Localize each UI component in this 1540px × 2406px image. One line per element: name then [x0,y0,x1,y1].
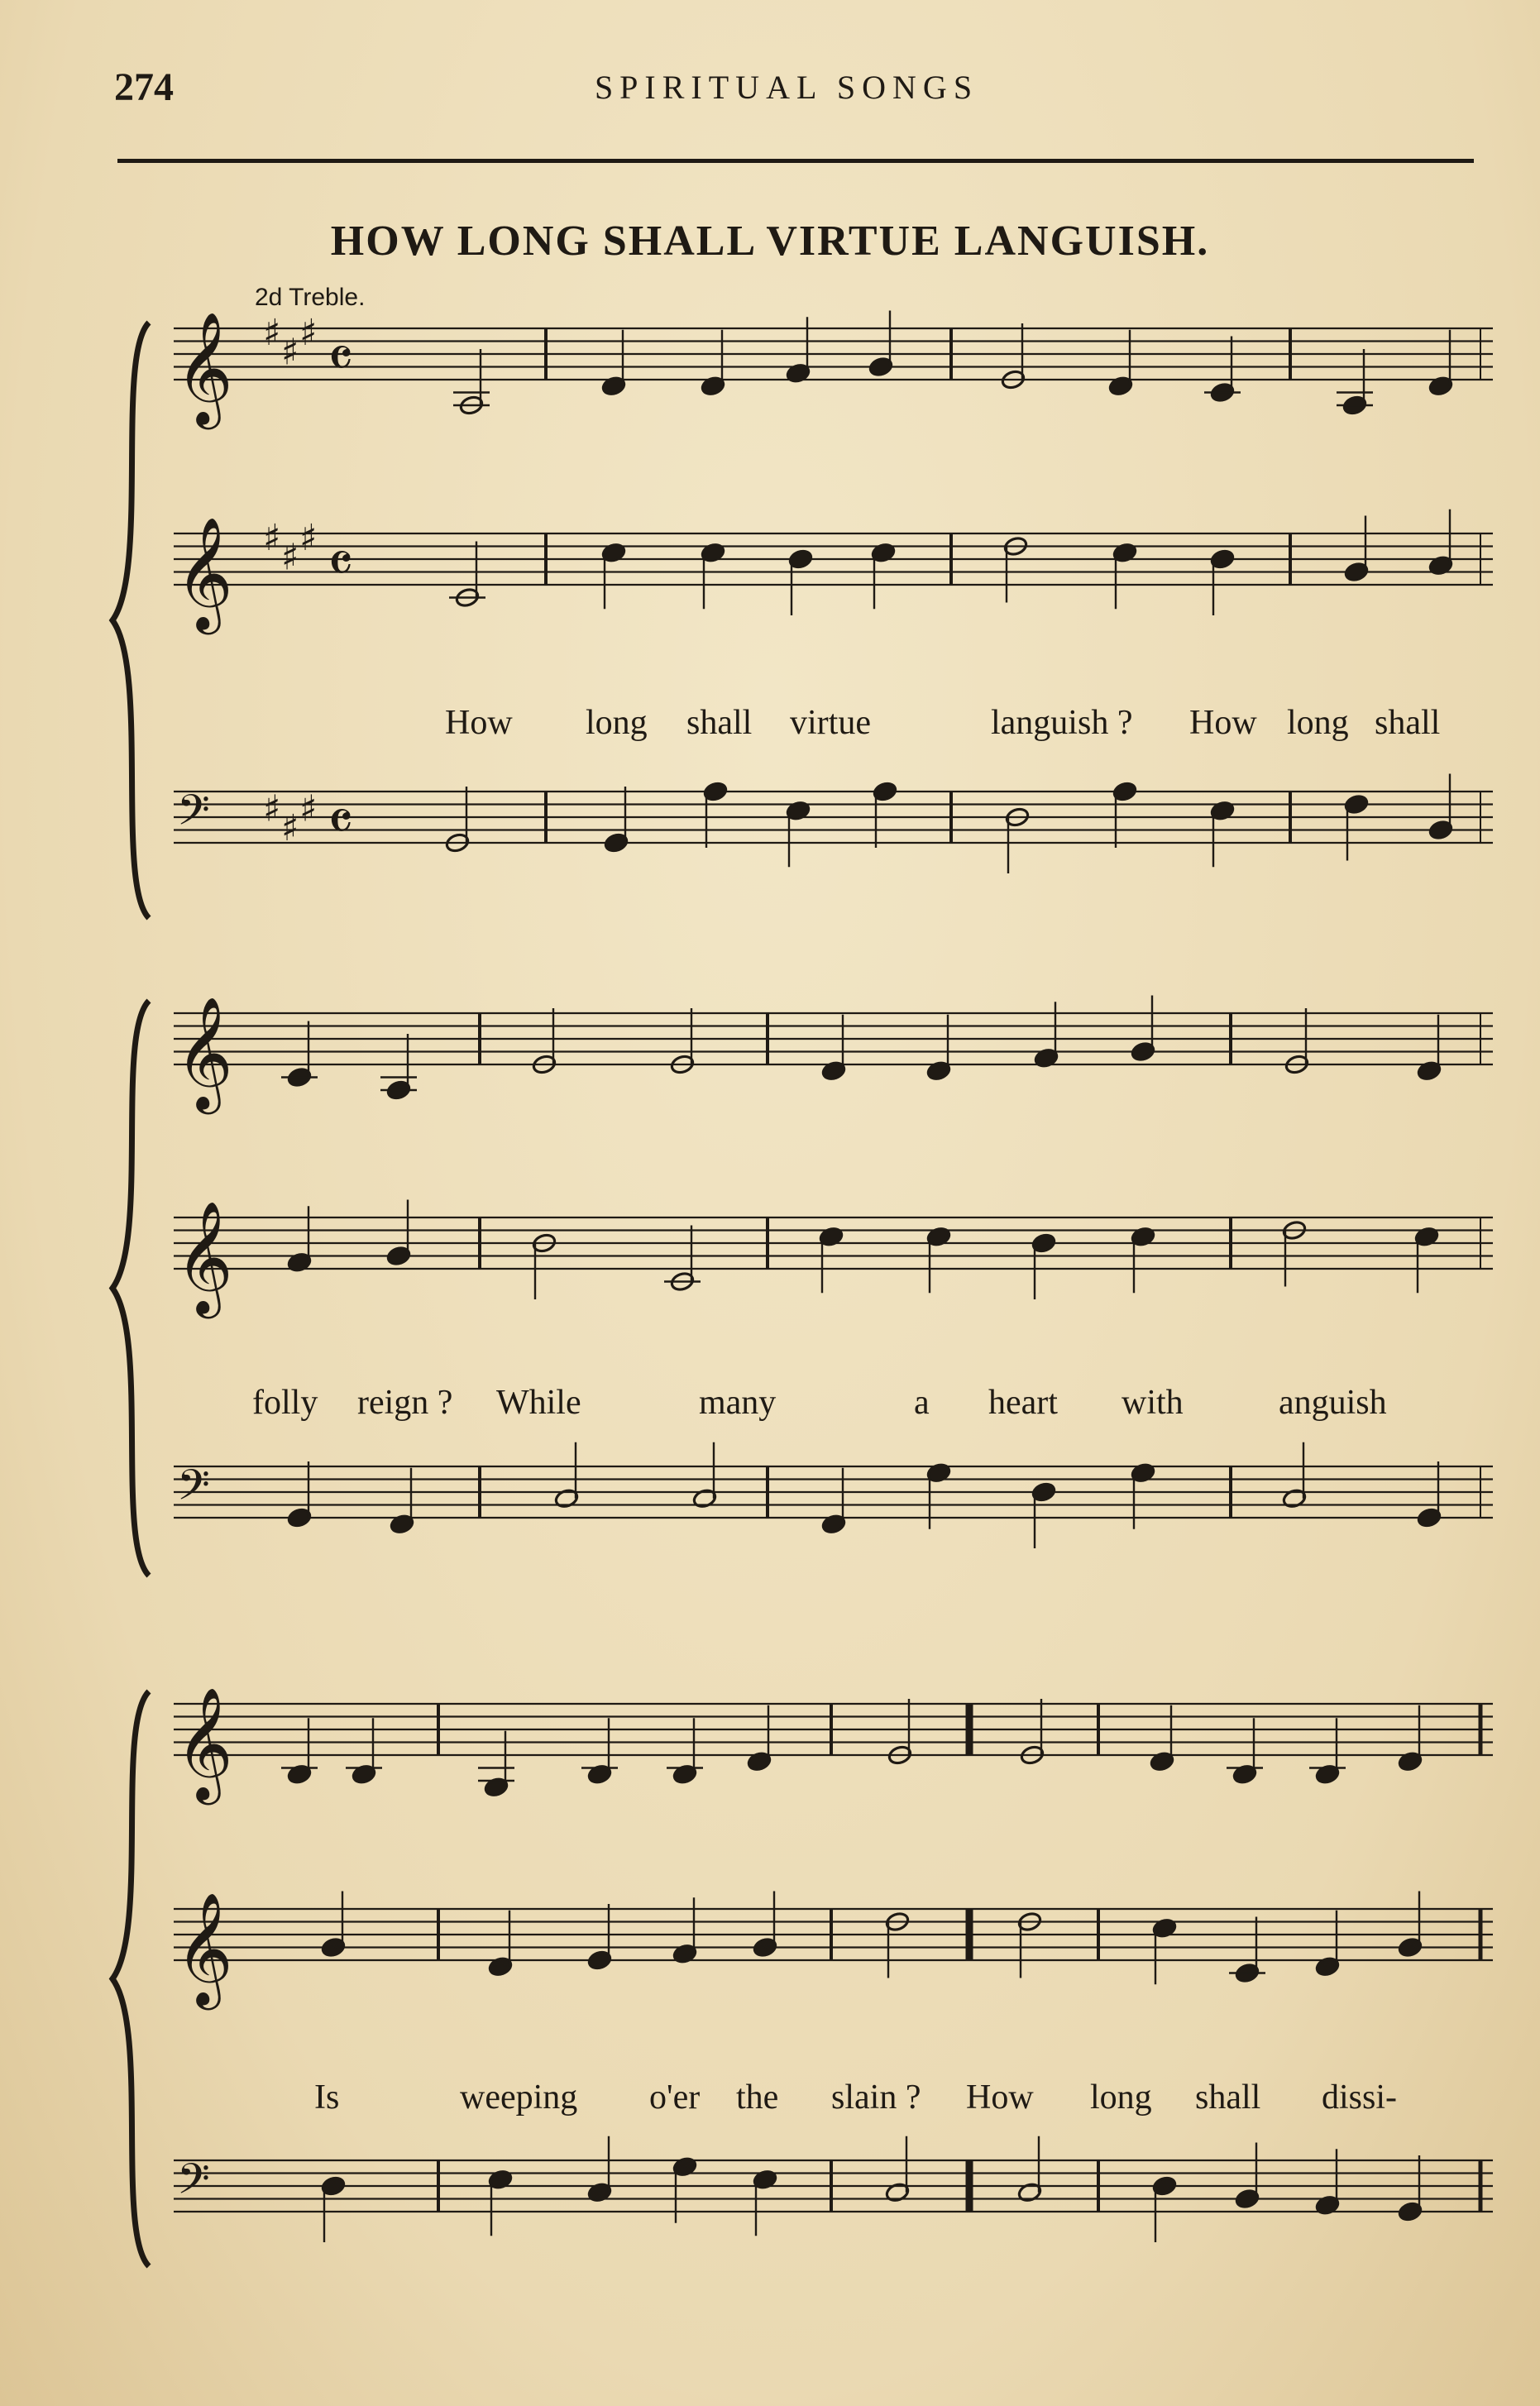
treble-clef-icon: 𝄞 [175,1199,233,1313]
lyric-word: many [699,1384,777,1422]
lyric-word: How [445,704,513,742]
lyric-word: Is [314,2078,340,2117]
lyric-word: How [1189,704,1257,742]
lyric-word: the [736,2078,779,2117]
section-title: SPIRITUAL SONGS [594,69,979,106]
song-title: HOW LONG SHALL VIRTUE LANGUISH. [330,218,1210,265]
sharp-icon: ♯ [281,806,299,849]
lyric-word: While [496,1384,581,1422]
common-time-icon: 𝄴 [328,529,354,598]
lyric-word: a [914,1384,930,1422]
lyric-word: long [586,704,648,742]
lyric-word: anguish [1279,1384,1387,1422]
common-time-icon: 𝄴 [328,324,354,393]
lyric-word: folly [252,1384,318,1422]
lyric-word: shall [1375,704,1441,742]
lyric-word: with [1122,1384,1184,1422]
system-brace [112,1691,149,2266]
common-time-icon: 𝄴 [328,787,354,856]
treble-clef-icon: 𝄞 [175,515,233,629]
sharp-icon: ♯ [281,536,299,579]
lyric-word: reign ? [357,1384,453,1422]
bass-clef-icon: 𝄢 [177,1460,210,1520]
lyric-word: shall [1195,2078,1261,2117]
page-number: 274 [114,65,174,109]
lyric-word: o'er [649,2078,701,2117]
lyric-word: long [1287,704,1349,742]
sharp-icon: ♯ [263,787,281,830]
lyric-word: slain ? [831,2078,921,2117]
treble-clef-icon: 𝄞 [175,995,233,1109]
lyric-word: languish ? [991,704,1133,742]
sharp-icon: ♯ [299,517,318,559]
system-brace [112,323,149,918]
part-label: 2d Treble. [255,284,366,311]
treble-clef-icon: 𝄞 [175,310,233,424]
sharp-icon: ♯ [299,787,318,830]
lyric-word: long [1090,2078,1152,2117]
treble-clef-icon: 𝄞 [175,1891,233,2005]
lyric-word: weeping [460,2078,578,2117]
system-brace [112,1001,149,1576]
lyric-word: shall [686,704,753,742]
bass-clef-icon: 𝄢 [177,2154,210,2214]
treble-clef-icon: 𝄞 [175,1686,233,1800]
sharp-icon: ♯ [263,312,281,354]
lyric-word: How [966,2078,1034,2117]
lyric-word: heart [988,1384,1058,1422]
sharp-icon: ♯ [299,312,318,354]
sharp-icon: ♯ [263,517,281,559]
sharp-icon: ♯ [281,331,299,374]
lyric-word: virtue [790,704,871,742]
bass-clef-icon: 𝄢 [177,785,210,845]
lyric-word: dissi- [1322,2078,1398,2117]
